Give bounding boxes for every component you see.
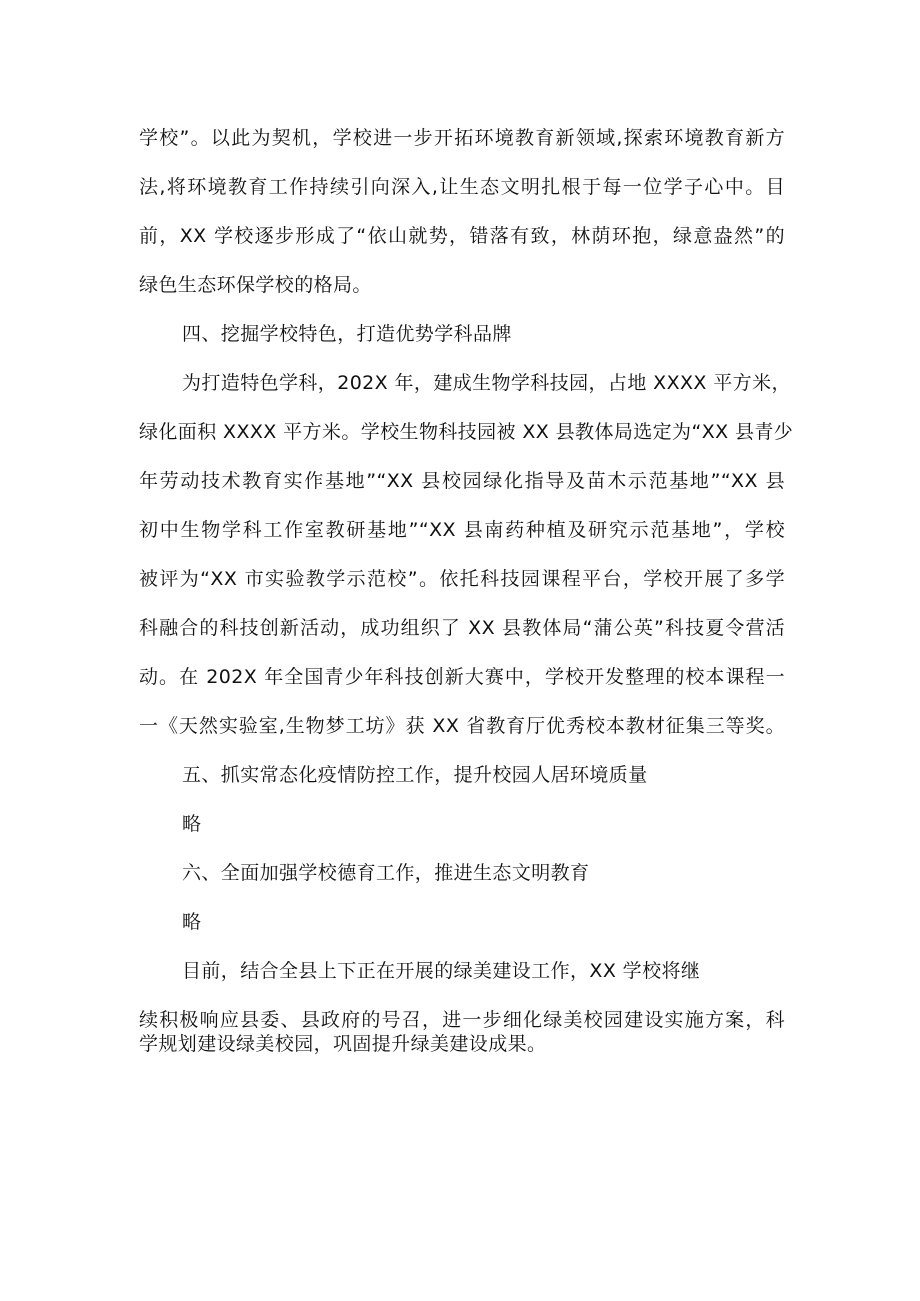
body-text-line: 绿色生态环保学校的格局。 — [139, 274, 372, 296]
section-heading-4: 四、挖掘学校特色，打造优势学科品牌 — [182, 323, 512, 345]
section-heading-6: 六、全面加强学校德育工作，推进生态文明教育 — [182, 862, 590, 884]
body-text-line: 初中生物学科工作室教研基地”“XX 县南药种植及研究示范基地”，学校 — [139, 519, 785, 541]
omitted-text: 略 — [182, 813, 202, 835]
omitted-text: 略 — [182, 911, 202, 933]
body-text-line: 前，XX 学校逐步形成了“依山就势，错落有致，林荫环抱，绿意盎然”的 — [139, 225, 785, 247]
body-text-line: 年劳动技术教育实作基地”“XX 县校园绿化指导及苗木示范基地”“XX 县 — [139, 470, 785, 492]
body-text-line: 科融合的科技创新活动，成功组织了 XX 县教体局“蒲公英”科技夏令营活 — [139, 617, 785, 639]
section-heading-5: 五、抓实常态化疫情防控工作，提升校园人居环境质量 — [182, 764, 648, 786]
body-text-line: 学校”。以此为契机，学校进一步开拓环境教育新领域,探索环境教育新方 — [139, 127, 785, 149]
body-text-line: 一《天然实验室,生物梦工坊》获 XX 省教育厅优秀校本教材征集三等奖。 — [139, 715, 785, 737]
body-text-line: 绿化面积 XXXX 平方米。学校生物科技园被 XX 县教体局选定为“XX 县青少 — [139, 421, 794, 443]
body-text-line: 目前，结合全县上下正在开展的绿美建设工作，XX 学校将继 — [182, 960, 701, 982]
body-text-line: 被评为“XX 市实验教学示范校”。依托科技园课程平台，学校开展了多学 — [139, 568, 785, 590]
body-text-line: 动。在 202X 年全国青少年科技创新大赛中，学校开发整理的校本课程一 — [139, 666, 785, 688]
body-text-line: 为打造特色学科，202X 年，建成生物学科技园，占地 XXXX 平方米， — [182, 372, 791, 394]
body-text-line: 法,将环境教育工作持续引向深入,让生态文明扎根于每一位学子心中。目 — [139, 176, 785, 198]
body-text-line: 续积极响应县委、县政府的号召，进一步细化绿美校园建设实施方案，科 — [139, 1009, 785, 1031]
body-text-line: 学规划建设绿美校园，巩固提升绿美建设成果。 — [139, 1033, 547, 1055]
